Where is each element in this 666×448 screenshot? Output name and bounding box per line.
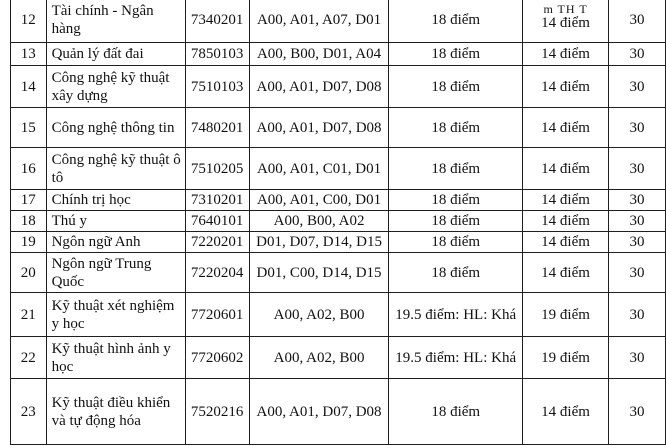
table-row bbox=[11, 148, 666, 190]
major-code: 7640101 bbox=[185, 211, 249, 232]
thpt-score: 19 điểm bbox=[523, 293, 609, 337]
table-row bbox=[11, 190, 666, 211]
quota: 30 bbox=[609, 293, 666, 337]
subject-combinations: A00, A02, B00 bbox=[249, 293, 389, 337]
major-name: Tài chính - Ngân hàng bbox=[46, 0, 185, 43]
major-name: Kỹ thuật xét nghiệm y học bbox=[46, 293, 185, 337]
row-number: 23 bbox=[11, 379, 47, 445]
table-row bbox=[11, 232, 666, 253]
table-row bbox=[11, 337, 666, 379]
major-code: 7480201 bbox=[185, 108, 249, 148]
subject-combinations: A00, A01, C00, D01 bbox=[249, 190, 389, 211]
quota: 30 bbox=[609, 148, 666, 190]
table-row bbox=[11, 211, 666, 232]
quota: 30 bbox=[609, 253, 666, 293]
subject-combinations: A00, A01, A07, D01 bbox=[249, 0, 389, 43]
transcript-score: 18 điểm bbox=[389, 253, 523, 293]
subject-combinations: A00, B00, A02 bbox=[249, 211, 389, 232]
row-number: 13 bbox=[11, 43, 47, 66]
thpt-score-value: 14 điểm bbox=[541, 15, 590, 31]
transcript-score: 18 điểm bbox=[389, 66, 523, 108]
thpt-score: 14 điểm bbox=[523, 190, 609, 211]
transcript-score: 18 điểm bbox=[389, 379, 523, 445]
transcript-score: 18 điểm bbox=[389, 43, 523, 66]
transcript-score: 19.5 điểm: HL: Khá bbox=[389, 293, 523, 337]
quota: 30 bbox=[609, 190, 666, 211]
admissions-table bbox=[10, 0, 666, 445]
major-name: Ngôn ngữ Anh bbox=[46, 232, 185, 253]
transcript-score: 18 điểm bbox=[389, 148, 523, 190]
subject-combinations: A00, A01, C01, D01 bbox=[249, 148, 389, 190]
transcript-score: 18 điểm bbox=[389, 108, 523, 148]
quota: 30 bbox=[609, 0, 666, 43]
major-name: Quản lý đất đai bbox=[46, 43, 185, 66]
major-code: 7850103 bbox=[185, 43, 249, 66]
major-name: Kỹ thuật hình ảnh y học bbox=[46, 337, 185, 379]
row-number: 17 bbox=[11, 190, 47, 211]
table-row bbox=[11, 293, 666, 337]
quota: 30 bbox=[609, 43, 666, 66]
major-name: Công nghệ kỹ thuật ô tô bbox=[46, 148, 185, 190]
major-name: Thú y bbox=[46, 211, 185, 232]
major-code: 7220204 bbox=[185, 253, 249, 293]
subject-combinations: A00, B00, D01, A04 bbox=[249, 43, 389, 66]
thpt-score: 14 điểm bbox=[523, 66, 609, 108]
thpt-score bbox=[523, 0, 609, 43]
major-code: 7310201 bbox=[185, 190, 249, 211]
major-code: 7340201 bbox=[185, 0, 249, 43]
table-row bbox=[11, 379, 666, 445]
table-body bbox=[11, 0, 666, 445]
row-number: 12 bbox=[11, 0, 47, 43]
subject-combinations: D01, D07, D14, D15 bbox=[249, 232, 389, 253]
row-number: 21 bbox=[11, 293, 47, 337]
quota: 30 bbox=[609, 66, 666, 108]
thpt-score: 14 điểm bbox=[523, 108, 609, 148]
major-name: Kỹ thuật điều khiển và tự động hóa bbox=[46, 379, 185, 445]
transcript-score: 19.5 điểm: HL: Khá bbox=[389, 337, 523, 379]
thpt-score: 14 điểm bbox=[523, 43, 609, 66]
quota: 30 bbox=[609, 379, 666, 445]
thpt-score: 14 điểm bbox=[523, 211, 609, 232]
quota: 30 bbox=[609, 232, 666, 253]
row-number: 14 bbox=[11, 66, 47, 108]
major-name: Công nghệ thông tin bbox=[46, 108, 185, 148]
transcript-score: 18 điểm bbox=[389, 232, 523, 253]
table-row bbox=[11, 108, 666, 148]
major-code: 7510103 bbox=[185, 66, 249, 108]
major-name: Chính trị học bbox=[46, 190, 185, 211]
major-name: Công nghệ kỹ thuật xây dựng bbox=[46, 66, 185, 108]
subject-combinations: A00, A02, B00 bbox=[249, 337, 389, 379]
row-number: 22 bbox=[11, 337, 47, 379]
row-number: 18 bbox=[11, 211, 47, 232]
thpt-score: 14 điểm bbox=[523, 148, 609, 190]
major-name: Ngôn ngữ Trung Quốc bbox=[46, 253, 185, 293]
transcript-score: 18 điểm bbox=[389, 190, 523, 211]
subject-combinations: A00, A01, D07, D08 bbox=[249, 379, 389, 445]
table-row bbox=[11, 43, 666, 66]
subject-combinations: D01, C00, D14, D15 bbox=[249, 253, 389, 293]
thpt-score: 14 điểm bbox=[523, 253, 609, 293]
row-number: 20 bbox=[11, 253, 47, 293]
quota: 30 bbox=[609, 108, 666, 148]
header-fragment: m TH T bbox=[543, 2, 588, 16]
thpt-score: 14 điểm bbox=[523, 379, 609, 445]
major-code: 7720601 bbox=[185, 293, 249, 337]
subject-combinations: A00, A01, D07, D08 bbox=[249, 66, 389, 108]
major-code: 7520216 bbox=[185, 379, 249, 445]
major-code: 7510205 bbox=[185, 148, 249, 190]
subject-combinations: A00, A01, D07, D08 bbox=[249, 108, 389, 148]
row-number: 19 bbox=[11, 232, 47, 253]
major-code: 7220201 bbox=[185, 232, 249, 253]
table-row bbox=[11, 253, 666, 293]
row-number: 16 bbox=[11, 148, 47, 190]
thpt-score: 14 điểm bbox=[523, 232, 609, 253]
quota: 30 bbox=[609, 211, 666, 232]
quota: 30 bbox=[609, 337, 666, 379]
table-row bbox=[11, 0, 666, 43]
thpt-score: 19 điểm bbox=[523, 337, 609, 379]
major-code: 7720602 bbox=[185, 337, 249, 379]
table-row bbox=[11, 66, 666, 108]
row-number: 15 bbox=[11, 108, 47, 148]
transcript-score: 18 điểm bbox=[389, 0, 523, 43]
transcript-score: 18 điểm bbox=[389, 211, 523, 232]
